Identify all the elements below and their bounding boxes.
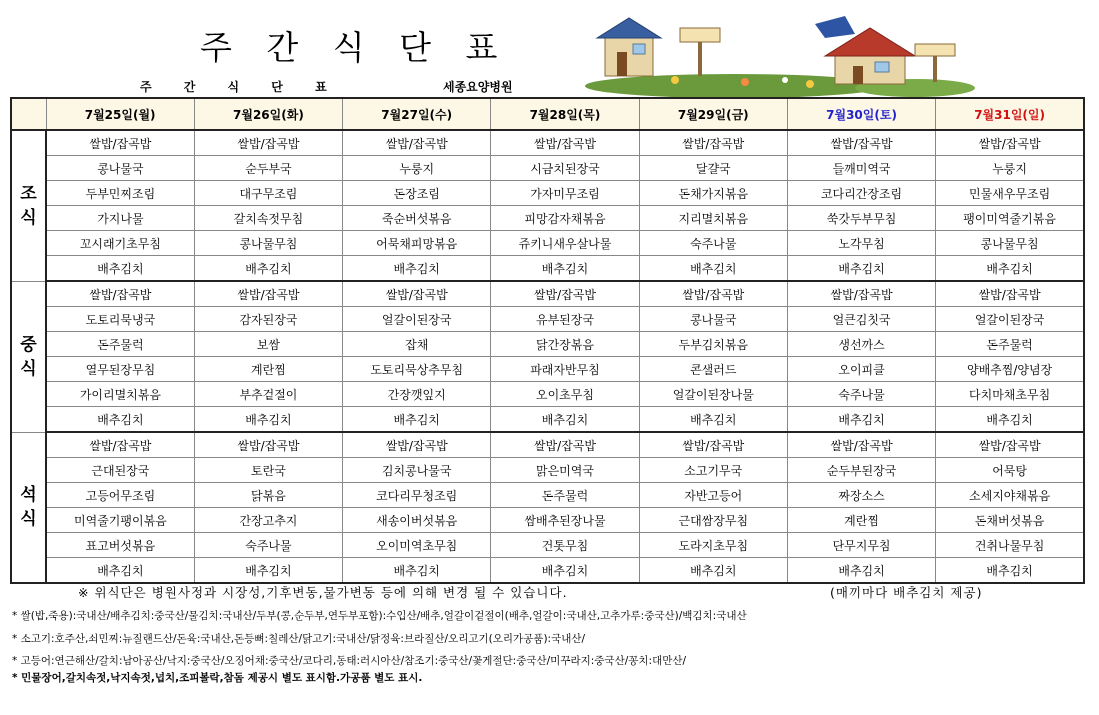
menu-cell: 숙주나물 [787,382,935,407]
menu-row [11,130,1084,156]
menu-cell: 열무된장무침 [46,357,194,382]
menu-cell: 간장고추지 [194,508,342,533]
menu-cell: 배추김치 [639,407,787,433]
menu-row [11,533,1084,558]
menu-cell: 쌀밥/잡곡밥 [787,281,935,307]
menu-cell: 오이초무침 [491,382,639,407]
menu-cell: 어묵채피망볶음 [343,231,491,256]
menu-cell: 쌀밥/잡곡밥 [46,130,194,156]
menu-cell: 돈장조림 [343,181,491,206]
menu-cell: 쌀밥/잡곡밥 [343,130,491,156]
menu-cell: 양배추찜/양념장 [936,357,1084,382]
menu-cell: 미역줄기팽이볶음 [46,508,194,533]
menu-cell: 쌀밥/잡곡밥 [343,281,491,307]
meal-label: 석 식 [11,432,46,583]
menu-cell: 배추김치 [639,256,787,282]
menu-cell: 가지나물 [46,206,194,231]
menu-cell: 근대된장국 [46,458,194,483]
menu-cell: 쌀밥/잡곡밥 [46,432,194,458]
menu-cell: 코다리간장조림 [787,181,935,206]
menu-cell: 배추김치 [46,558,194,584]
menu-cell: 쌀밥/잡곡밥 [936,432,1084,458]
menu-row [11,558,1084,584]
menu-cell: 김치콩나물국 [343,458,491,483]
menu-cell: 콩나물무침 [194,231,342,256]
menu-cell: 쌀밥/잡곡밥 [639,130,787,156]
menu-cell: 누룽지 [936,156,1084,181]
menu-cell: 배추김치 [787,558,935,584]
menu-cell: 쌈배추된장나물 [491,508,639,533]
day-header-sunday: 7월31일(일) [936,98,1084,130]
day-header: 7월25일(월) [46,98,194,130]
menu-row [11,483,1084,508]
menu-cell: 보쌈 [194,332,342,357]
menu-cell: 민물새우무조림 [936,181,1084,206]
menu-cell: 배추김치 [787,407,935,433]
menu-cell: 쌀밥/잡곡밥 [639,432,787,458]
menu-cell: 계란찜 [787,508,935,533]
menu-cell: 배추김치 [936,558,1084,584]
menu-cell: 건취나물무침 [936,533,1084,558]
menu-cell: 배추김치 [491,558,639,584]
menu-cell: 쌀밥/잡곡밥 [491,432,639,458]
menu-cell: 배추김치 [343,407,491,433]
menu-cell: 쌀밥/잡곡밥 [194,281,342,307]
menu-cell: 배추김치 [194,407,342,433]
menu-cell: 팽이미역줄기볶음 [936,206,1084,231]
menu-cell: 파래자반무침 [491,357,639,382]
menu-cell: 배추김치 [936,256,1084,282]
menu-cell: 돈채가지볶음 [639,181,787,206]
menu-cell: 쌀밥/잡곡밥 [787,432,935,458]
menu-cell: 쌀밥/잡곡밥 [936,281,1084,307]
day-header: 7월26일(화) [194,98,342,130]
menu-row [11,256,1084,282]
origin-line-note: * 민물장어,갈치속젓,낙지속젓,넙치,조피볼락,참돔 제공시 별도 표시함.가공품 별도 표시. [12,672,423,684]
page-title: 주 간 식 단 표 [200,28,510,67]
menu-row [11,156,1084,181]
menu-cell: 배추김치 [46,407,194,433]
menu-cell: 누룽지 [343,156,491,181]
menu-cell: 쌀밥/잡곡밥 [491,130,639,156]
menu-row [11,281,1084,307]
menu-cell: 쥬키니새우살나물 [491,231,639,256]
menu-cell: 콩나물무침 [936,231,1084,256]
menu-row [11,458,1084,483]
menu-cell: 두부김치볶음 [639,332,787,357]
menu-row [11,206,1084,231]
menu-cell: 달걀국 [639,156,787,181]
menu-cell: 얼갈이된장나물 [639,382,787,407]
menu-cell: 숙주나물 [194,533,342,558]
menu-cell: 배추김치 [491,256,639,282]
menu-cell: 도토리묵냉국 [46,307,194,332]
menu-cell: 짜장소스 [787,483,935,508]
menu-cell: 코다리무청조림 [343,483,491,508]
menu-cell: 오이미역초무침 [343,533,491,558]
origin-line-rice: * 쌀(밥,죽용):국내산/배추김치:중국산/물김치:국내산/두부(콩,순두부,연두부포함):수입산/배추,얼갈이겉절이(배추,얼갈이:국내산,고추가루:중국산)/백김치:국내산 [12,610,747,622]
menu-cell: 닭간장볶음 [491,332,639,357]
menu-cell: 쌀밥/잡곡밥 [343,432,491,458]
menu-cell: 소고기무국 [639,458,787,483]
menu-cell: 들깨미역국 [787,156,935,181]
menu-row [11,181,1084,206]
menu-cell: 얼갈이된장국 [343,307,491,332]
menu-cell: 죽순버섯볶음 [343,206,491,231]
origin-line-meat: * 소고기:호주산,쇠민찌:뉴질랜드산/돈육:국내산,돈등뼈:칠레산/닭고기:국내산/닭정육:브라질산/오리고기(오리가공품):국내산/ [12,633,586,645]
menu-cell: 닭볶음 [194,483,342,508]
menu-cell: 배추김치 [343,256,491,282]
menu-cell: 쌀밥/잡곡밥 [491,281,639,307]
menu-cell: 순두부된장국 [787,458,935,483]
menu-cell: 쌀밥/잡곡밥 [46,281,194,307]
menu-cell: 어묵탕 [936,458,1084,483]
menu-row [11,357,1084,382]
menu-cell: 가자미무조림 [491,181,639,206]
menu-cell: 자반고등어 [639,483,787,508]
weekly-menu-table [10,97,1085,584]
menu-cell: 배추김치 [46,256,194,282]
menu-row [11,332,1084,357]
menu-cell: 오이피클 [787,357,935,382]
menu-cell: 근대쌈장무침 [639,508,787,533]
menu-cell: 쌀밥/잡곡밥 [194,432,342,458]
menu-cell: 순두부국 [194,156,342,181]
menu-cell: 숙주나물 [639,231,787,256]
day-header-saturday: 7월30일(토) [787,98,935,130]
menu-cell: 돈주물럭 [46,332,194,357]
day-header: 7월28일(목) [491,98,639,130]
menu-cell: 유부된장국 [491,307,639,332]
day-header: 7월27일(수) [343,98,491,130]
menu-cell: 단무지무침 [787,533,935,558]
menu-cell: 쑥갓두부무침 [787,206,935,231]
menu-row [11,508,1084,533]
page-subtitle: 주 간 식 단 표 [140,80,327,94]
corner-cell [11,98,46,130]
menu-row [11,231,1084,256]
menu-cell: 갈치속젓무침 [194,206,342,231]
day-header: 7월29일(금) [639,98,787,130]
menu-cell: 쌀밥/잡곡밥 [194,130,342,156]
menu-cell: 간장깻잎지 [343,382,491,407]
menu-cell: 시금치된장국 [491,156,639,181]
menu-row [11,307,1084,332]
menu-cell: 콩나물국 [639,307,787,332]
menu-row [11,382,1084,407]
menu-cell: 새송이버섯볶음 [343,508,491,533]
menu-cell: 대구무조림 [194,181,342,206]
menu-cell: 토란국 [194,458,342,483]
menu-cell: 부추겉절이 [194,382,342,407]
menu-cell: 잡채 [343,332,491,357]
kimchi-notice: (매끼마다 배추김치 제공) [830,585,983,600]
notice-text: ※ 위식단은 병원사정과 시장성,기후변동,물가변동 등에 의해 변경 될 수 있습니다. [78,585,568,600]
menu-cell: 배추김치 [194,256,342,282]
menu-body [11,130,1084,583]
menu-cell: 돈채버섯볶음 [936,508,1084,533]
menu-cell: 쌀밥/잡곡밥 [936,130,1084,156]
menu-cell: 소세지야채볶음 [936,483,1084,508]
menu-row [11,432,1084,458]
hospital-name: 세종요양병원 [443,80,513,94]
menu-cell: 꼬시래기초무침 [46,231,194,256]
menu-cell: 도라지초무침 [639,533,787,558]
menu-cell: 배추김치 [194,558,342,584]
day-header-row [11,98,1084,130]
menu-cell: 배추김치 [491,407,639,433]
menu-cell: 배추김치 [787,256,935,282]
menu-cell: 도토리묵상추무침 [343,357,491,382]
menu-cell: 건톳무침 [491,533,639,558]
menu-cell: 다치마채초무침 [936,382,1084,407]
menu-cell: 두부민찌조림 [46,181,194,206]
menu-cell: 지리멸치볶음 [639,206,787,231]
meal-label: 조 식 [11,130,46,281]
origin-line-fish: * 고등어:연근해산/갈치:남아공산/낙지:중국산/오징어채:중국산/코다리,동태:러시아산/참조기:중국산/꽃게절단:중국산/미꾸라지:중국산/꽁치:대만산/ [12,655,687,667]
menu-cell: 표고버섯볶음 [46,533,194,558]
menu-cell: 쌀밥/잡곡밥 [639,281,787,307]
menu-cell: 배추김치 [639,558,787,584]
menu-cell: 배추김치 [936,407,1084,433]
menu-cell: 돈주물럭 [491,483,639,508]
menu-cell: 가이리멸치볶음 [46,382,194,407]
menu-cell: 감자된장국 [194,307,342,332]
houses-illustration [585,14,975,98]
menu-cell: 얼갈이된장국 [936,307,1084,332]
menu-cell: 얼큰김칫국 [787,307,935,332]
menu-cell: 생선까스 [787,332,935,357]
menu-cell: 쌀밥/잡곡밥 [787,130,935,156]
menu-cell: 고등어무조림 [46,483,194,508]
menu-cell: 돈주물럭 [936,332,1084,357]
menu-cell: 콩나물국 [46,156,194,181]
menu-cell: 콘샐러드 [639,357,787,382]
menu-cell: 노각무침 [787,231,935,256]
menu-cell: 계란찜 [194,357,342,382]
menu-cell: 피망감자채볶음 [491,206,639,231]
menu-cell: 배추김치 [343,558,491,584]
menu-cell: 맑은미역국 [491,458,639,483]
menu-row [11,407,1084,433]
meal-label: 중 식 [11,281,46,432]
